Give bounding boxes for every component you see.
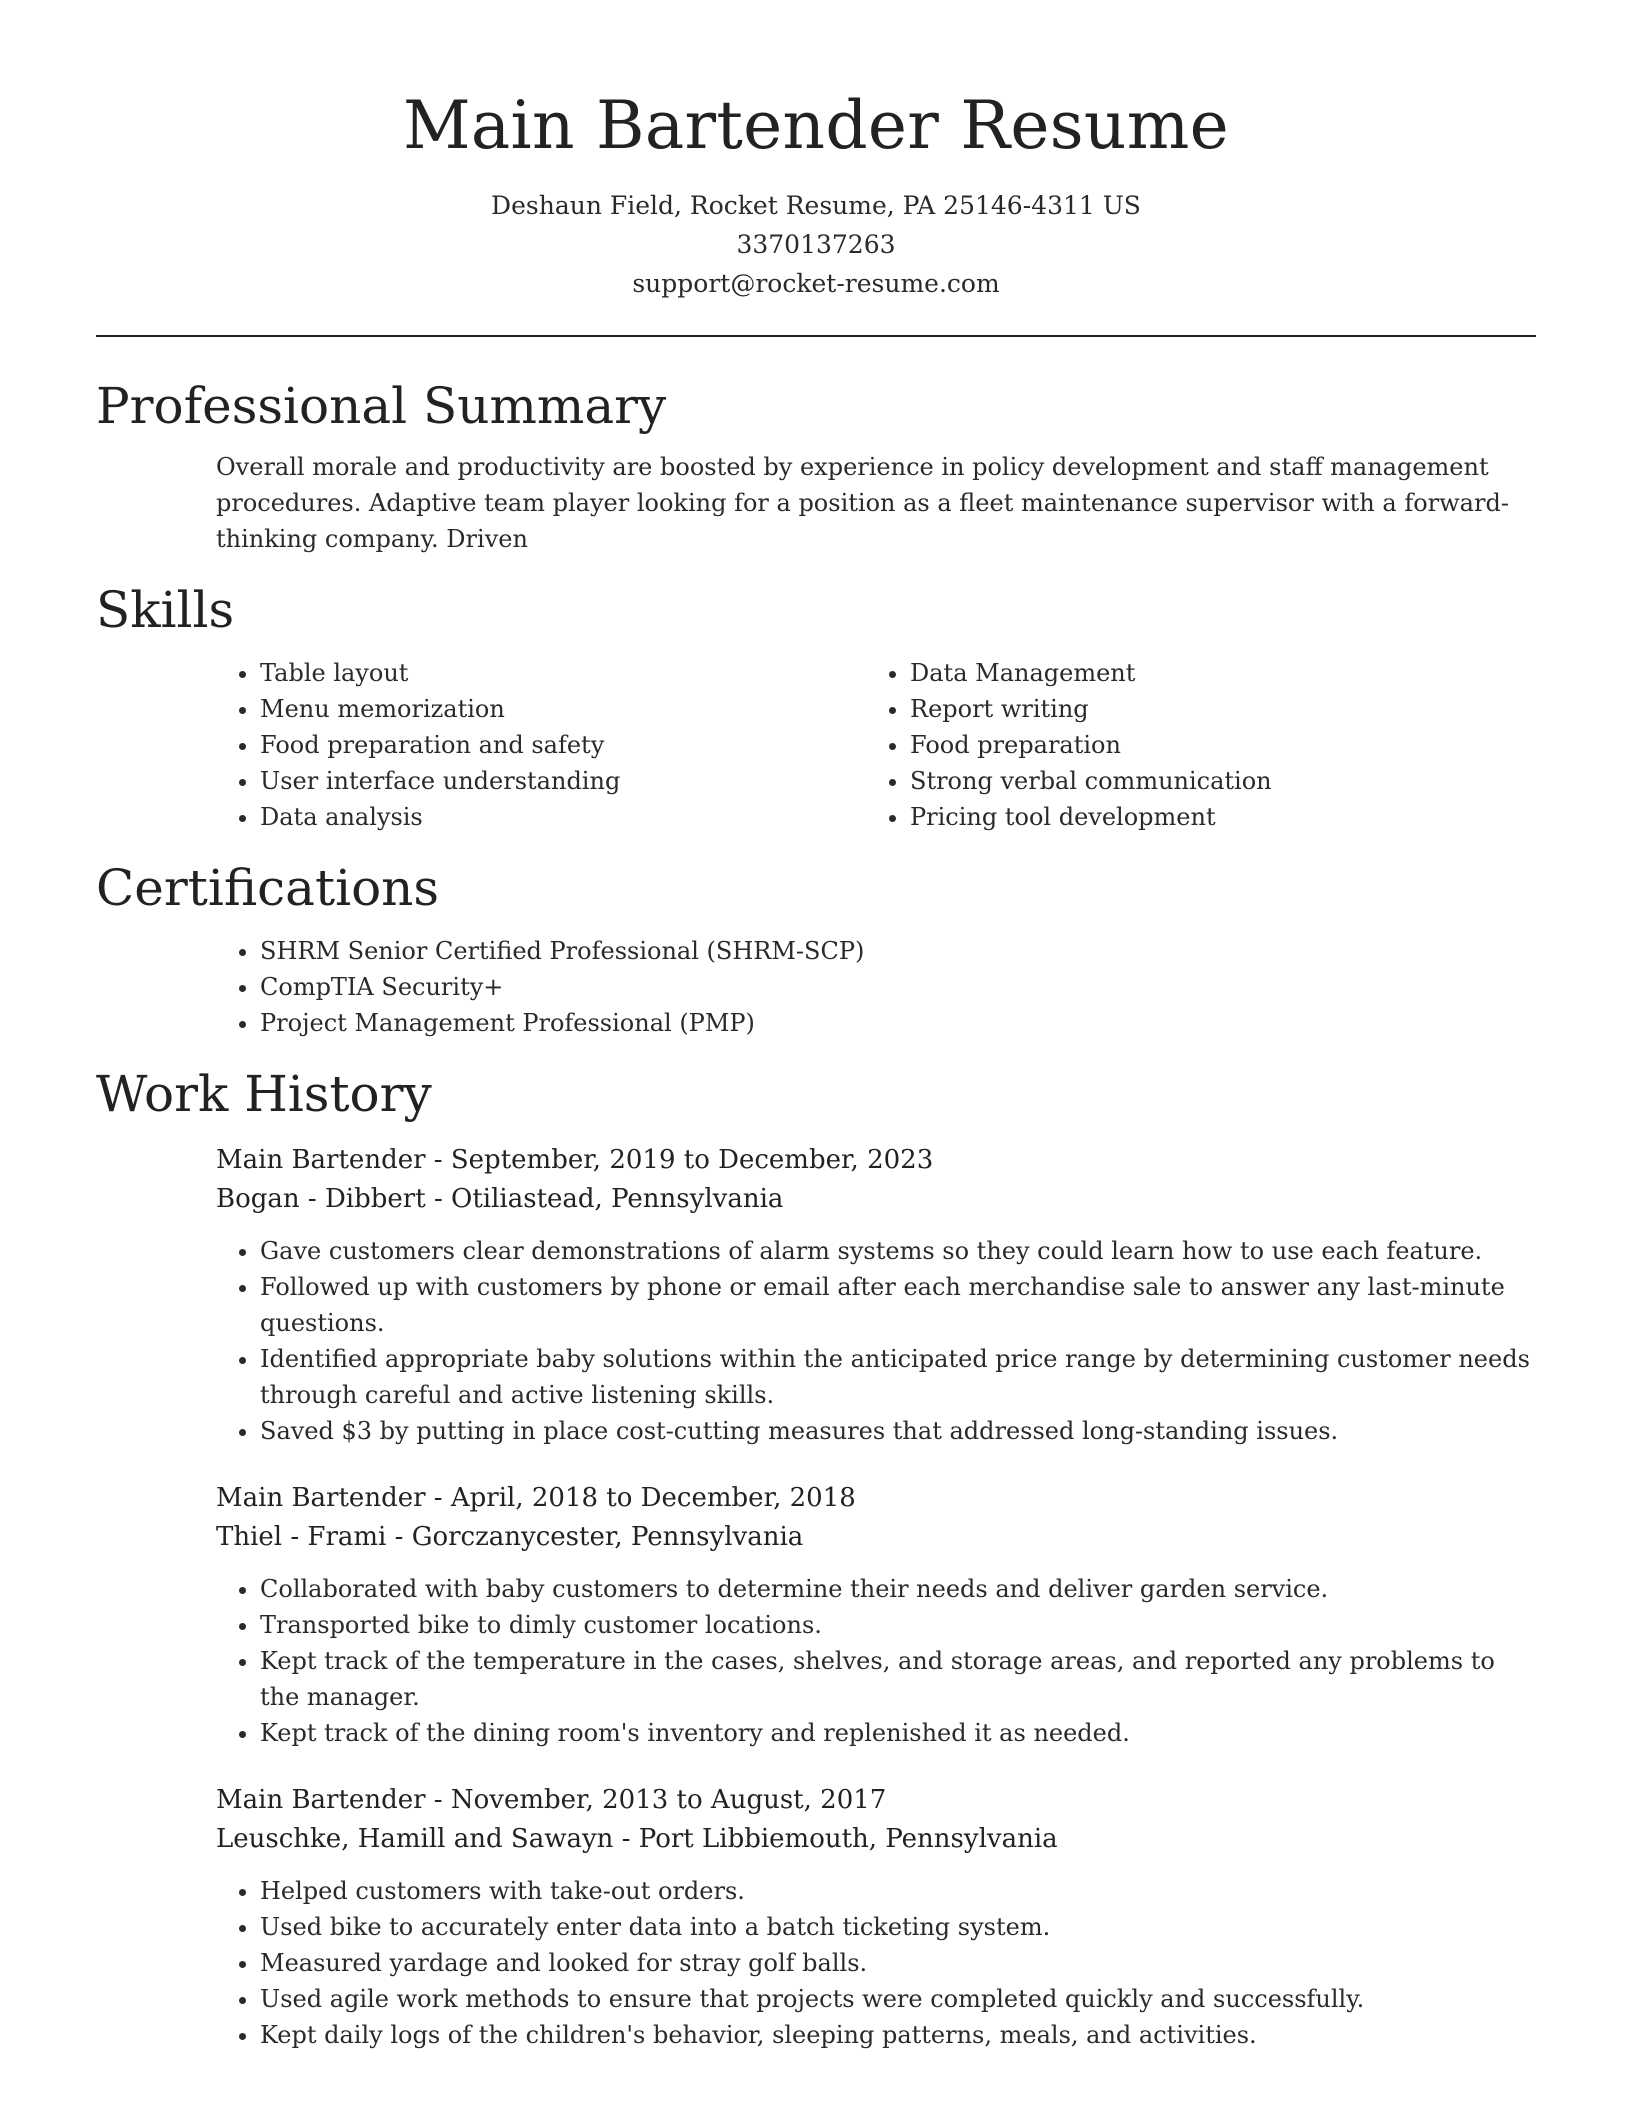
- job-duty-item: • Identified appropriate baby solutions within the anticipated price range by determining customer needs through careful and active listening skills.: [260, 1341, 1536, 1413]
- job-title: Main Bartender: [216, 1785, 426, 1815]
- certifications-list: [216, 933, 1536, 1041]
- job-company: Leuschke, Hamill and Sawayn: [216, 1824, 614, 1854]
- job-company-line: [216, 1180, 1536, 1219]
- skill-item: • Data Management: [910, 655, 1516, 691]
- job-location: Otiliastead, Pennsylvania: [451, 1184, 784, 1214]
- job-duty-item: • Kept track of the temperature in the cases, shelves, and storage areas, and reported any problems to the manager.: [260, 1643, 1536, 1715]
- job-separator: -: [433, 1184, 452, 1214]
- certification-item: • SHRM Senior Certified Professional (SHRM-SCP): [260, 933, 1536, 969]
- job-title-line: [216, 1141, 1536, 1180]
- job-company-line: [216, 1518, 1536, 1557]
- job-duty-item: • Transported bike to dimly customer locations.: [260, 1607, 1536, 1643]
- skill-item: • User interface understanding: [260, 763, 866, 799]
- job-duties-list: [216, 1873, 1536, 2053]
- job-duty-item: • Saved $3 by putting in place cost-cutting measures that addressed long-standing issues.: [260, 1413, 1536, 1449]
- contact-address: Deshaun Field, Rocket Resume, PA 25146-4311 US: [491, 191, 1141, 220]
- job-duties-list: [216, 1571, 1536, 1751]
- skill-item: • Report writing: [910, 691, 1516, 727]
- job-separator: -: [433, 1785, 451, 1815]
- job-dates: April, 2018 to December, 2018: [450, 1483, 856, 1513]
- job-duty-item: • Collaborated with baby customers to determine their needs and deliver garden service.: [260, 1571, 1536, 1607]
- certification-item: • Project Management Professional (PMP): [260, 1005, 1536, 1041]
- job-entry: [216, 1479, 1536, 1751]
- job-company-line: [216, 1820, 1536, 1859]
- skill-item: • Food preparation: [910, 727, 1516, 763]
- job-location: Port Libbiemouth, Pennsylvania: [638, 1824, 1058, 1854]
- skills-column-left: [216, 655, 866, 835]
- job-separator: -: [433, 1483, 451, 1513]
- job-duties-list: [216, 1233, 1536, 1449]
- job-dates: September, 2019 to December, 2023: [450, 1145, 934, 1175]
- resume-title: Main Bartender Resume: [403, 87, 1229, 164]
- job-duty-item: • Helped customers with take-out orders.: [260, 1873, 1536, 1909]
- job-location: Gorczanycester, Pennsylvania: [411, 1522, 804, 1552]
- job-title-line: [216, 1781, 1536, 1820]
- work-history-heading: Work History: [96, 1065, 432, 1123]
- skill-item: • Pricing tool development: [910, 799, 1516, 835]
- job-duty-item: • Used bike to accurately enter data into a batch ticketing system.: [260, 1909, 1536, 1945]
- job-separator: -: [433, 1145, 451, 1175]
- certifications-heading: Certifications: [96, 859, 440, 917]
- job-separator: -: [621, 1824, 639, 1854]
- job-duty-item: • Kept daily logs of the children's behavior, sleeping patterns, meals, and activities.: [260, 2017, 1536, 2053]
- job-dates: November, 2013 to August, 2017: [450, 1785, 887, 1815]
- job-entry: [216, 1781, 1536, 2053]
- skill-item: • Strong verbal communication: [910, 763, 1516, 799]
- job-title: Main Bartender: [216, 1483, 426, 1513]
- certifications-section: [216, 933, 1536, 1041]
- summary-text: Overall morale and productivity are boosted by experience in policy development and staff management procedures. Adaptive team player looking for a position as a fleet maintenance supervisor with a forward-thinking company. Driven: [216, 453, 1509, 553]
- skills-column-right: [866, 655, 1516, 835]
- skill-item: • Food preparation and safety: [260, 727, 866, 763]
- skill-item: • Data analysis: [260, 799, 866, 835]
- job-entry: [216, 1141, 1536, 1449]
- job-duty-item: • Measured yardage and looked for stray golf balls.: [260, 1945, 1536, 1981]
- summary-section: [216, 449, 1536, 557]
- job-company: Thiel - Frami: [216, 1522, 387, 1552]
- skills-list: [216, 655, 1536, 835]
- job-duty-item: • Used agile work methods to ensure that projects were completed quickly and successfully.: [260, 1981, 1536, 2017]
- skill-item: • Table layout: [260, 655, 866, 691]
- skill-item: • Menu memorization: [260, 691, 866, 727]
- job-title: Main Bartender: [216, 1145, 426, 1175]
- summary-heading: Professional Summary: [96, 377, 667, 435]
- job-duty-item: • Kept track of the dining room's inventory and replenished it as needed.: [260, 1715, 1536, 1751]
- job-duty-item: • Followed up with customers by phone or email after each merchandise sale to answer any last-minute questions.: [260, 1269, 1536, 1341]
- job-duty-item: • Gave customers clear demonstrations of alarm systems so they could learn how to use each feature.: [260, 1233, 1536, 1269]
- contact-block: [0, 186, 1632, 303]
- contact-email: support@rocket-resume.com: [632, 269, 1000, 298]
- header-divider: [96, 335, 1536, 337]
- job-title-line: [216, 1479, 1536, 1518]
- resume-header: [0, 0, 1632, 303]
- skills-heading: Skills: [96, 581, 235, 639]
- contact-phone: 3370137263: [736, 230, 896, 259]
- job-separator: -: [394, 1522, 412, 1552]
- job-company: Bogan - Dibbert: [216, 1184, 426, 1214]
- certification-item: • CompTIA Security+: [260, 969, 1536, 1005]
